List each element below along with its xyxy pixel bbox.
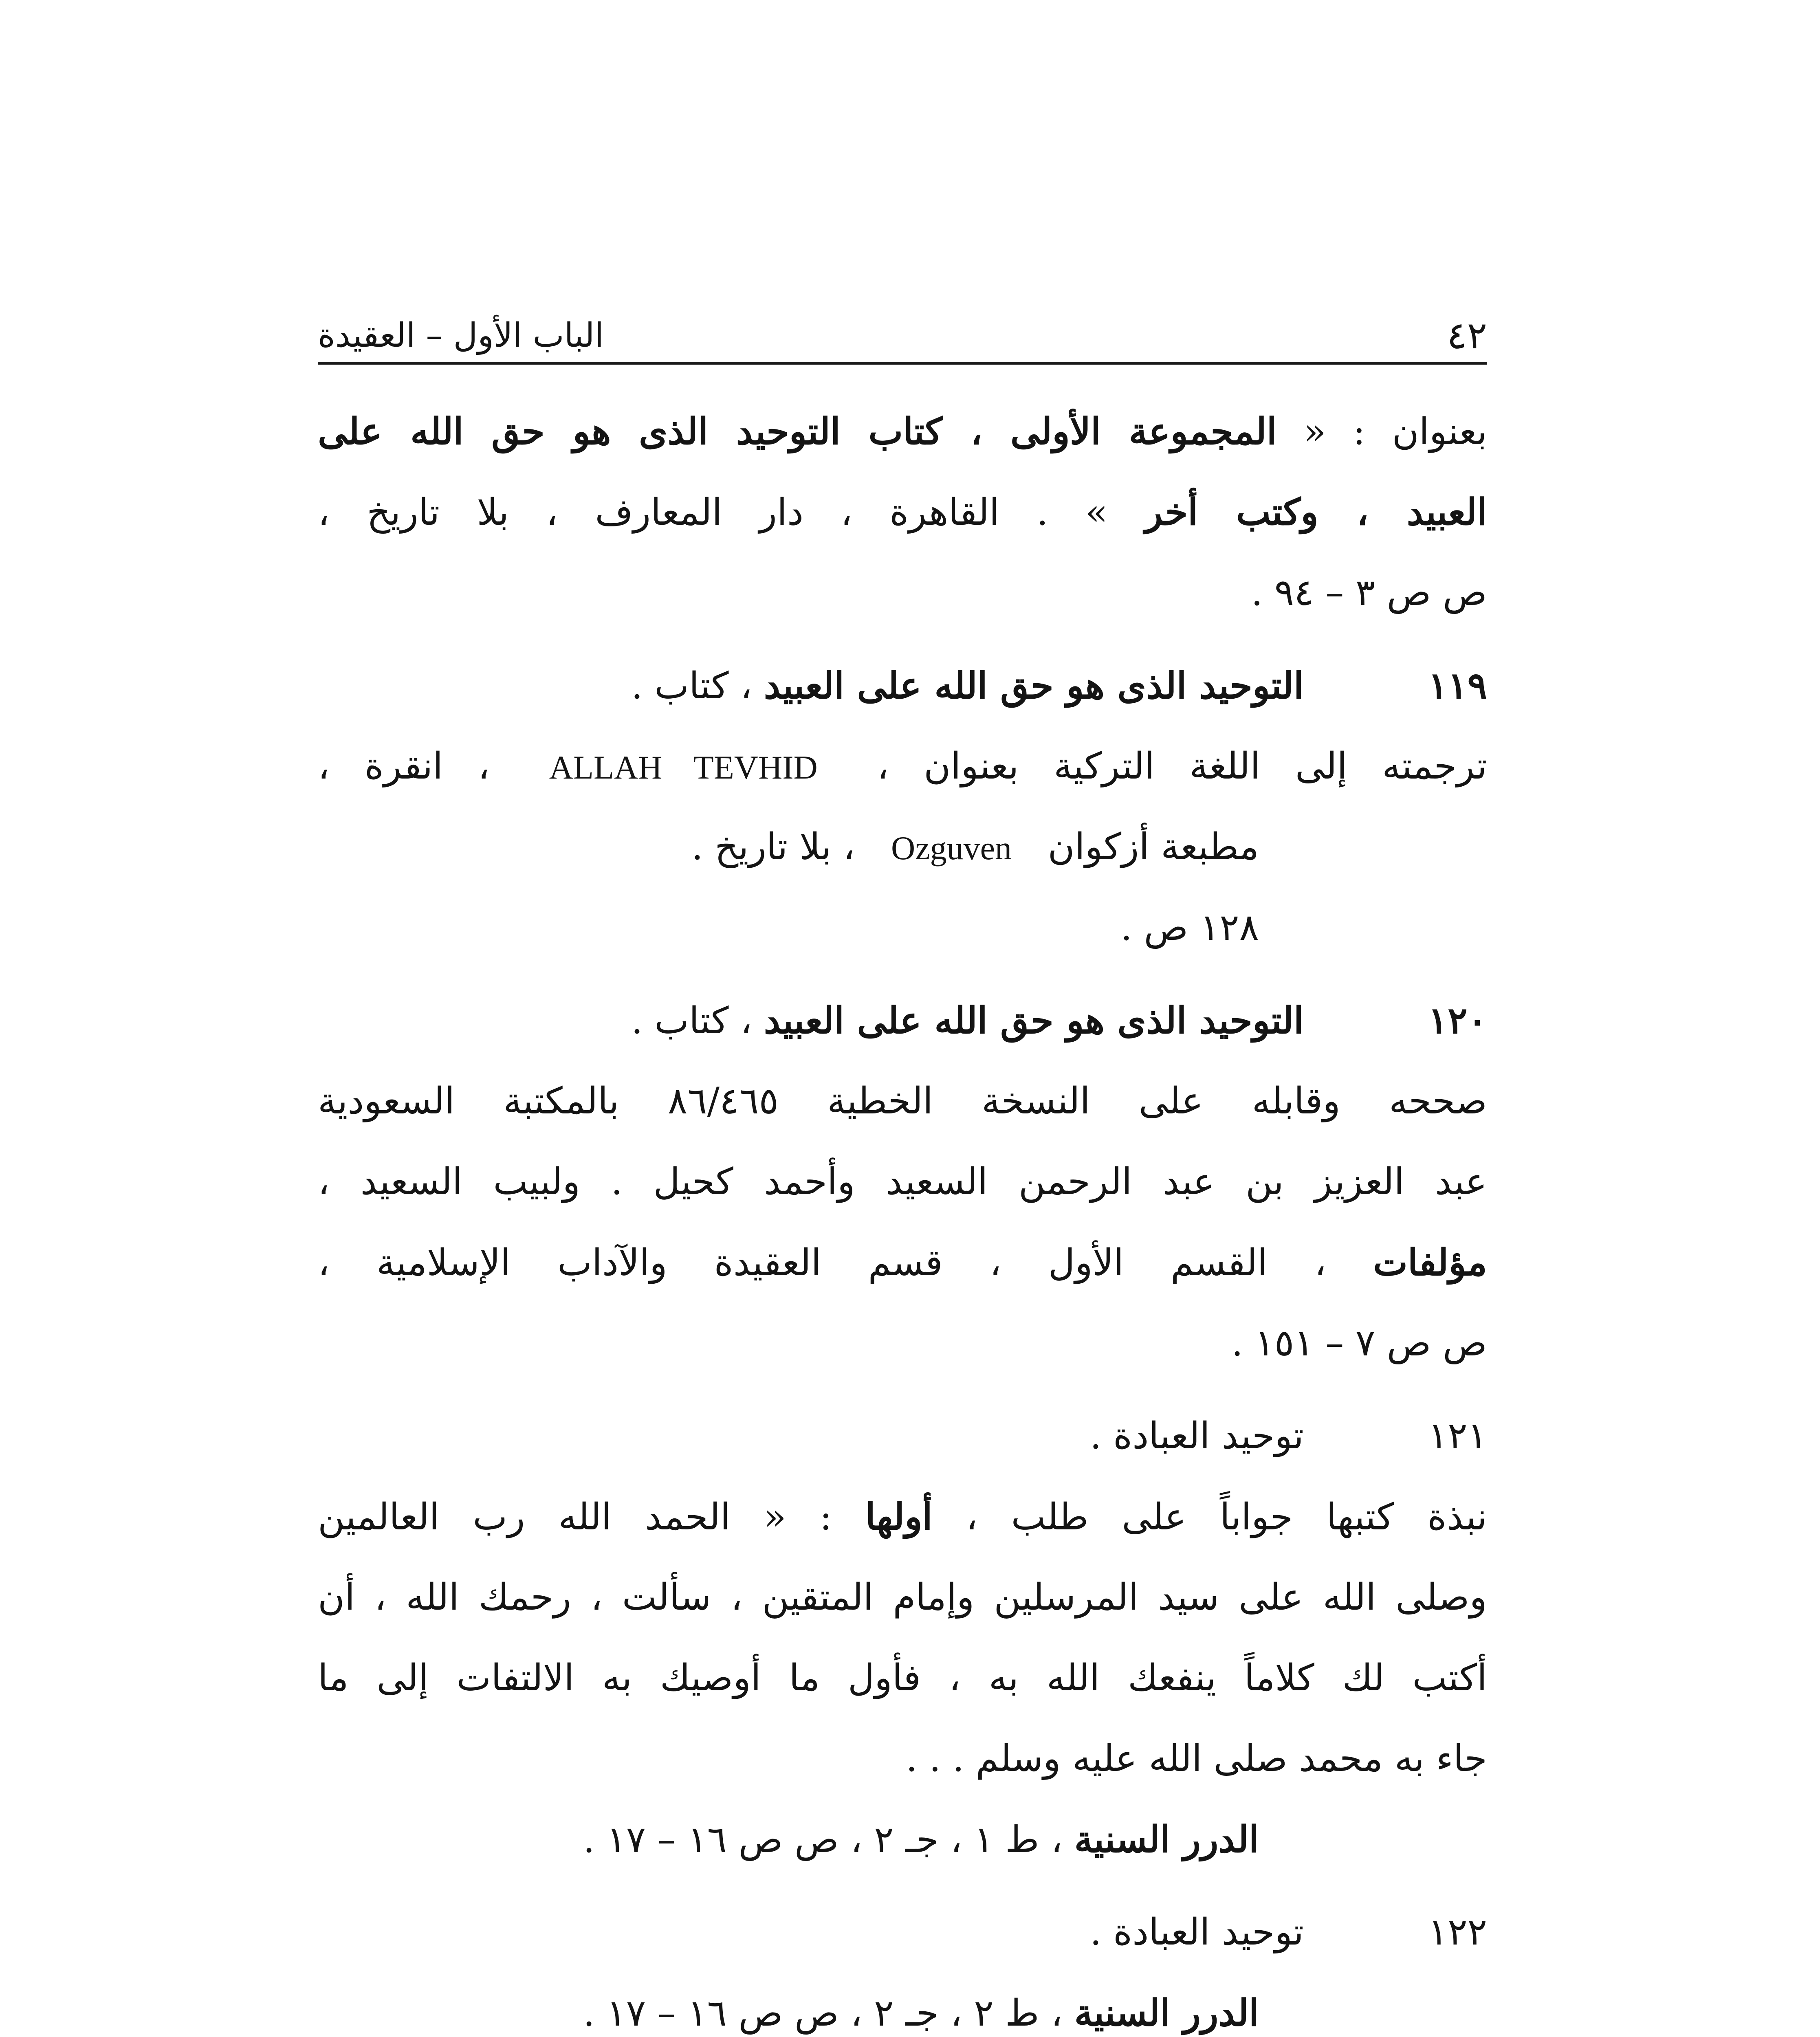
entry-line: مؤلفات ، القسم الأول ، قسم العقيدة والآداب الإسلامية ، — [318, 1241, 1487, 1284]
entry-source-line: الدرر السنية ، ط ١ ، جـ ٢ ، ص ص ١٦ – ١٧ . — [583, 1818, 1259, 1861]
entry-line: عبد العزيز بن عبد الرحمن السعيد وأحمد كحيل . ولبيب السعيد ، — [318, 1160, 1487, 1203]
entry-number: ١٢١ — [1428, 1414, 1487, 1457]
entry-line: نبذة كتبها جواباً على طلب ، أولها : « الحمد الله رب العالمين — [318, 1495, 1487, 1538]
bibliography-entry-121 — [318, 1396, 1487, 1880]
entry-number: ١١٩ — [1428, 664, 1487, 707]
entry-heading: ١١٩التوحيد الذى هو حق الله على العبيد ، كتاب . — [318, 645, 1487, 726]
bibliography-entry-122 — [318, 1892, 1487, 2037]
entry-number: ١٢٠ — [1428, 999, 1487, 1042]
bibliography-list — [318, 391, 1487, 2037]
entry-line: صححه وقابله على النسخة الخطية ٨٦/٤٦٥ بالمكتبة السعودية — [318, 1080, 1487, 1122]
entry-line: بعنوان : « المجموعة الأولى ، كتاب التوحيد الذى هو حق الله على — [318, 410, 1487, 453]
entry-source-line: الدرر السنية ، ط ٢ ، جـ ٢ ، ص ص ١٦ – ١٧ . — [583, 1991, 1259, 2035]
entry-line: ص ص ٣ – ٩٤ . — [1251, 571, 1487, 614]
entry-line: العبيد ، وكتب أخر » . القاهرة ، دار المعارف ، بلا تاريخ ، — [318, 491, 1487, 534]
entry-line: أكتب لك كلاماً ينفعك الله به ، فأول ما أوصيك به الالتفات إلى ما — [318, 1656, 1487, 1699]
running-title: الباب الأول – العقيدة — [318, 316, 604, 355]
bibliography-entry-continued — [318, 391, 1487, 633]
bibliography-entry-119 — [318, 645, 1487, 968]
entry-line: وصلى الله على سيد المرسلين وإمام المتقين ، سألت ، رحمك الله ، أن — [318, 1576, 1487, 1619]
entry-heading: ١٢٢توحيد العبادة . — [318, 1892, 1487, 1973]
page-number: ٤٢ — [1447, 314, 1487, 357]
header-rule — [318, 362, 1487, 365]
entry-line: ص ص ٧ – ١٥١ . — [1231, 1322, 1487, 1364]
entry-number: ١٢٢ — [1428, 1911, 1487, 1953]
page-header — [318, 314, 1487, 367]
entry-line: مطبعة أزكوان Ozguven ، بلا تاريخ . — [691, 825, 1259, 868]
entry-line: جاء به محمد صلى الله عليه وسلم . . . — [906, 1737, 1487, 1780]
entry-heading: ١٢١توحيد العبادة . — [318, 1396, 1487, 1476]
bibliography-entry-120 — [318, 980, 1487, 1384]
entry-line: ١٢٨ ص . — [1120, 906, 1259, 949]
entry-line: ترجمته إلى اللغة التركية بعنوان ، ALLAH TEVHID ، انقرة ، — [318, 745, 1487, 788]
entry-heading: ١٢٠التوحيد الذى هو حق الله على العبيد ، كتاب . — [318, 980, 1487, 1061]
